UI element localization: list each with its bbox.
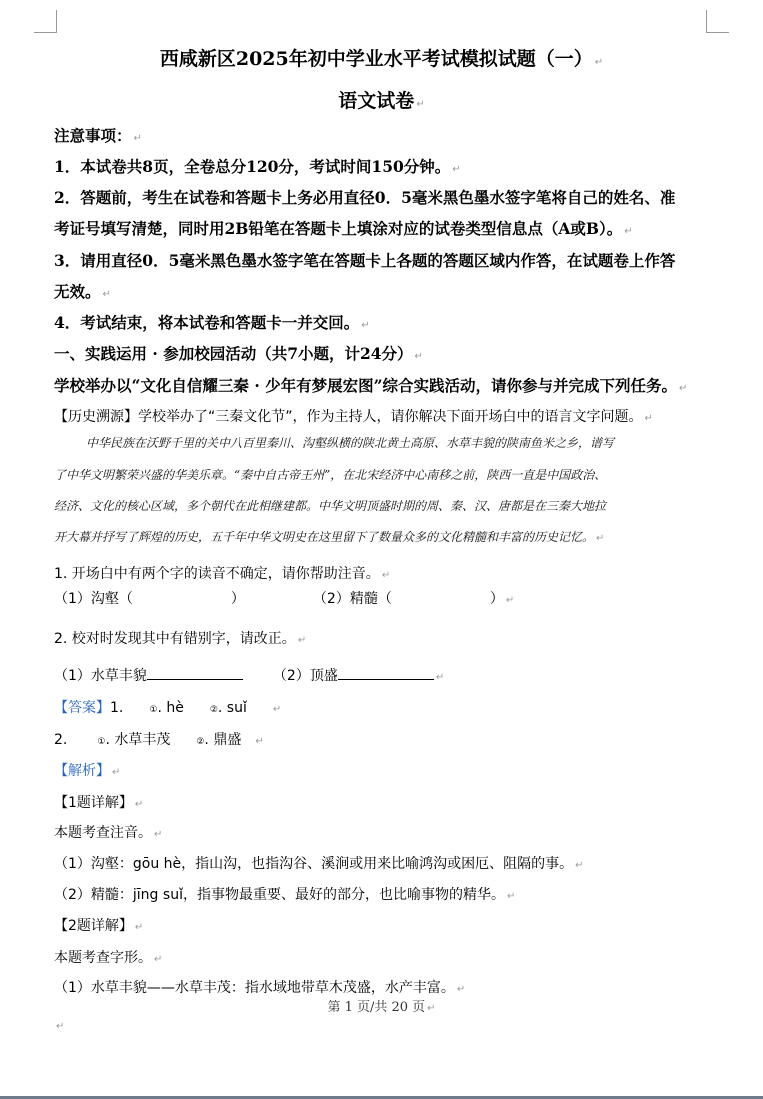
notice-item-3a: 3．请用直径0．5毫米黑色墨水签字笔在答题卡上各题的答题区域内作答，在试题卷上作答 [54, 251, 676, 270]
section-intro: 学校举办以“文化自信耀三秦 · 少年有梦展宏图”综合实践活动，请你参与并完成下列任务。 ↵ [54, 376, 688, 395]
exam-title: 西咸新区2025年初中学业水平考试模拟试题（一） ↵ [159, 48, 604, 70]
question-1: 1. 开场白中有两个字的读音不确定，请你帮助注音。 ↵ [54, 566, 391, 582]
detail-2-heading: 【2题详解】 ↵ [54, 918, 144, 934]
question-1-blanks: （1）沟壑（ ） （2）精髓（ ） ↵ [54, 591, 515, 607]
exam-subtitle: 语文试卷 ↵ [338, 90, 425, 112]
notice-item-2b: 考证号填写清楚，同时用2B铅笔在答题卡上填涂对应的试卷类型信息点（A或B）。 ↵ [54, 219, 633, 238]
crop-mark-top-left [34, 10, 57, 33]
detail-2-item-1: （1）水草丰貌——水草丰茂：指水域地带草木茂盛，水产丰富。 ↵ [54, 980, 466, 996]
notice-item-1: 1．本试卷共8页，全卷总分120分，考试时间150分钟。 ↵ [54, 157, 461, 176]
detail-2-topic: 本题考查字形。 ↵ [54, 950, 163, 966]
answer-line-1: 【答案】1. ①. hè ②. suǐ ↵ [54, 700, 282, 716]
detail-1-topic: 本题考查注音。 ↵ [54, 825, 163, 841]
section-heading: 一、实践运用 · 参加校园活动（共7小题，计24分） ↵ [54, 344, 423, 363]
answer-line-2: 2. ①. 水草丰茂 ②. 鼎盛 ↵ [54, 732, 264, 748]
notice-heading: 注意事项： ↵ [54, 126, 142, 145]
detail-1-heading: 【1题详解】 ↵ [54, 795, 144, 811]
passage-line-3: 经济、文化的核心区域，多个朝代在此相继建都。中华文明顶盛时期的周、秦、汉、唐都是在三秦大地拉 [54, 499, 607, 513]
notice-item-3b: 无效。 ↵ [54, 282, 111, 301]
passage-line-1: 中华民族在沃野千里的关中八百里秦川、沟壑纵横的陕北黄土高原、水草丰貌的陕南鱼米之乡，谱写 [86, 436, 615, 450]
crop-mark-top-right [706, 10, 729, 33]
notice-item-4: 4．考试结束，将本试卷和答题卡一并交回。 ↵ [54, 313, 370, 332]
page-footer: 第 1 页/共 20 页 ↵ [327, 1000, 436, 1015]
passage-line-2: 了中华文明繁荣兴盛的华美乐章。“秦中自古帝王州”，在北宋经济中心南移之前，陕西一直是中国政治、 [54, 468, 607, 482]
passage-line-4: 开大幕并抒写了辉煌的历史，五千年中华文明史在这里留下了数量众多的文化精髓和丰富的历史记忆。 ↵ [54, 530, 605, 544]
detail-1-item-1: （1）沟壑：gōu hè，指山沟，也指沟谷、溪涧或用来比喻鸿沟或困厄、阻隔的事。 ↵ [54, 856, 584, 872]
end-paragraph-mark: ↵ [56, 1021, 65, 1032]
analysis-label: 【解析】 ↵ [54, 763, 121, 779]
notice-item-2a: 2．答题前，考生在试卷和答题卡上务必用直径0．5毫米黑色墨水签字笔将自己的姓名、准 [54, 188, 676, 207]
detail-1-item-2: （2）精髓：jīng suǐ，指事物最重要、最好的部分，也比喻事物的精华。 ↵ [54, 887, 516, 903]
question-2-blanks: （1）水草丰貌 （2）顶盛 ↵ [54, 668, 445, 684]
history-prompt: 【历史溯源】学校举办了“三秦文化节”，作为主持人，请你解决下面开场白中的语言文字问题。 ↵ [54, 409, 653, 425]
question-2: 2. 校对时发现其中有错别字，请改正。 ↵ [54, 631, 307, 647]
